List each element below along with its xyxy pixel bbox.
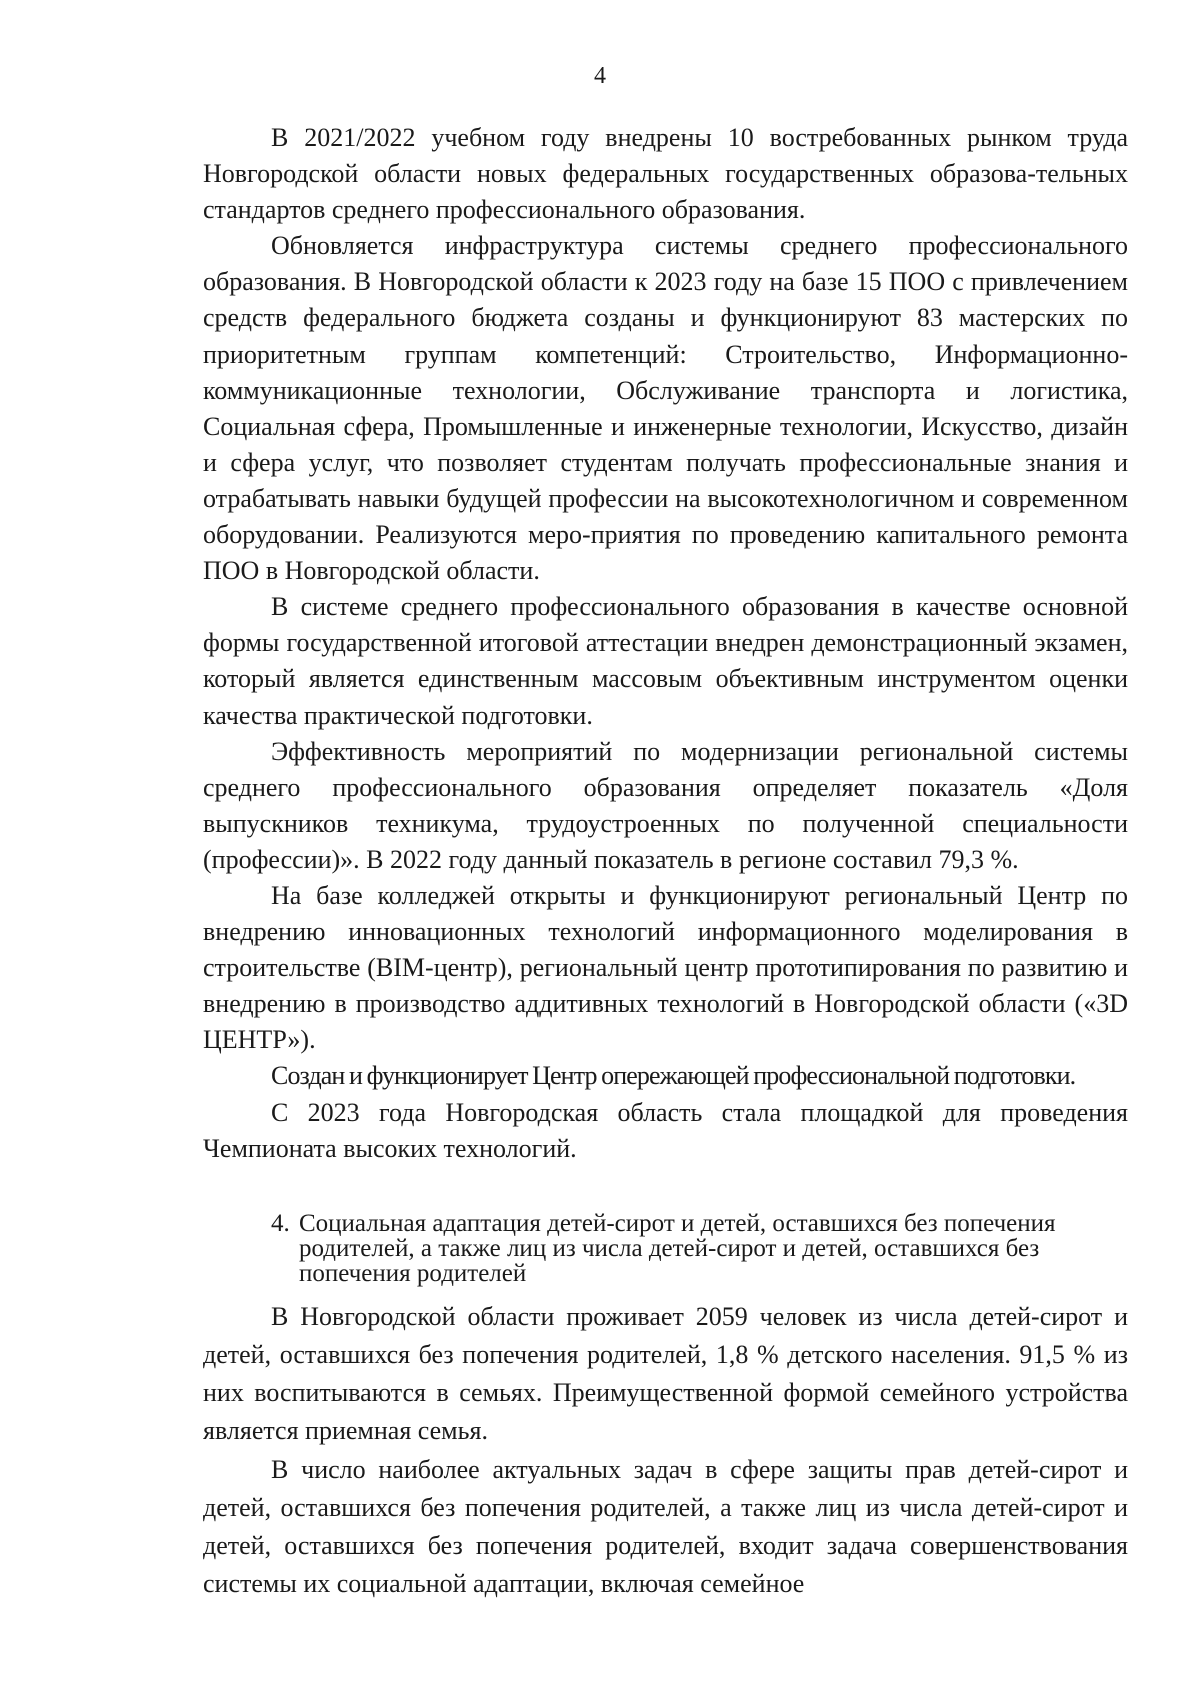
document-body: [203, 120, 1128, 1603]
paragraph-high-tech-championship: С 2023 года Новгородская область стала площадкой для проведения Чемпионата высоких технологий.: [203, 1097, 1128, 1163]
paragraph-graduate-employment: Эффективность мероприятий по модернизации региональной системы среднего профессионального образования определяет показатель «Доля выпускников техникума, трудоустроенных по полученной специальности (профессии)». В 2022 году данный показатель в регионе составил 79,3 %.: [203, 736, 1128, 874]
section-title: Социальная адаптация детей-сирот и детей, оставшихся без попечения родителей, а также лиц из числа детей-сирот и детей, оставшихся без попечения родителей: [299, 1209, 1056, 1287]
paragraph-regional-centers: На базе колледжей открыты и функционируют региональный Центр по внедрению инновационных технологий информационного моделирования в строительстве (BIM-центр), региональный центр прототипирования по развитию и внедрению в производство аддитивных технологий в Новгородской области («3D ЦЕНТР»).: [203, 880, 1128, 1055]
paragraph-orphans-statistics: В Новгородской области проживает 2059 человек из числа детей-сирот и детей, оставшихся без попечения родителей, 1,8 % детского населения. 91,5 % из них воспитываются в семьях. Преимущественной формой семейного устройства является приемная семья.: [203, 1301, 1128, 1446]
paragraph-advanced-training-center: Создан и функционирует Центр опережающей профессиональной подготовки.: [271, 1061, 1076, 1091]
paragraph-infrastructure: Обновляется инфраструктура системы среднего профессионального образования. В Новгородской области к 2023 году на базе 15 ПОО с привлечением средств федерального бюджета созданы и функционируют 83 мастерских по приоритетным группам компетенций: Строительство, Информационно-коммуникационные технологии, Обслуживание транспорта и логистика, Социальная сфера, Промышленные и инженерные технологии, Искусство, дизайн и сфера услуг, что позволяет студентам получать профессиональные знания и отрабатывать навыки будущей профессии на высокотехнологичном и современном оборудовании. Реализуются меро-приятия по проведению капитального ремонта ПОО в Новгородской области.: [203, 231, 1128, 586]
page-number: 4: [594, 63, 606, 89]
section-body: [203, 1298, 1128, 1604]
section-number: 4.: [271, 1209, 290, 1237]
paragraph-social-adaptation-tasks: В число наиболее актуальных задач в сфере защиты прав детей-сирот и детей, оставшихся без попечения родителей, а также лиц из числа детей-сирот и детей, оставшихся без попечения родителей, входит задача совершенствования системы их социальной адаптации, включая семейное: [203, 1454, 1128, 1599]
paragraph-fgos-standards: В 2021/2022 учебном году внедрены 10 востребованных рынком труда Новгородской области новых федеральных государственных образова-тельных стандартов среднего профессионального образования.: [203, 123, 1128, 225]
section-heading: [271, 1211, 1128, 1286]
paragraph-demo-exam: В системе среднего профессионального образования в качестве основной формы государственной итоговой аттестации внедрен демонстрационный экзамен, который является единственным массовым объективным инструментом оценки качества практической подготовки.: [203, 592, 1128, 730]
